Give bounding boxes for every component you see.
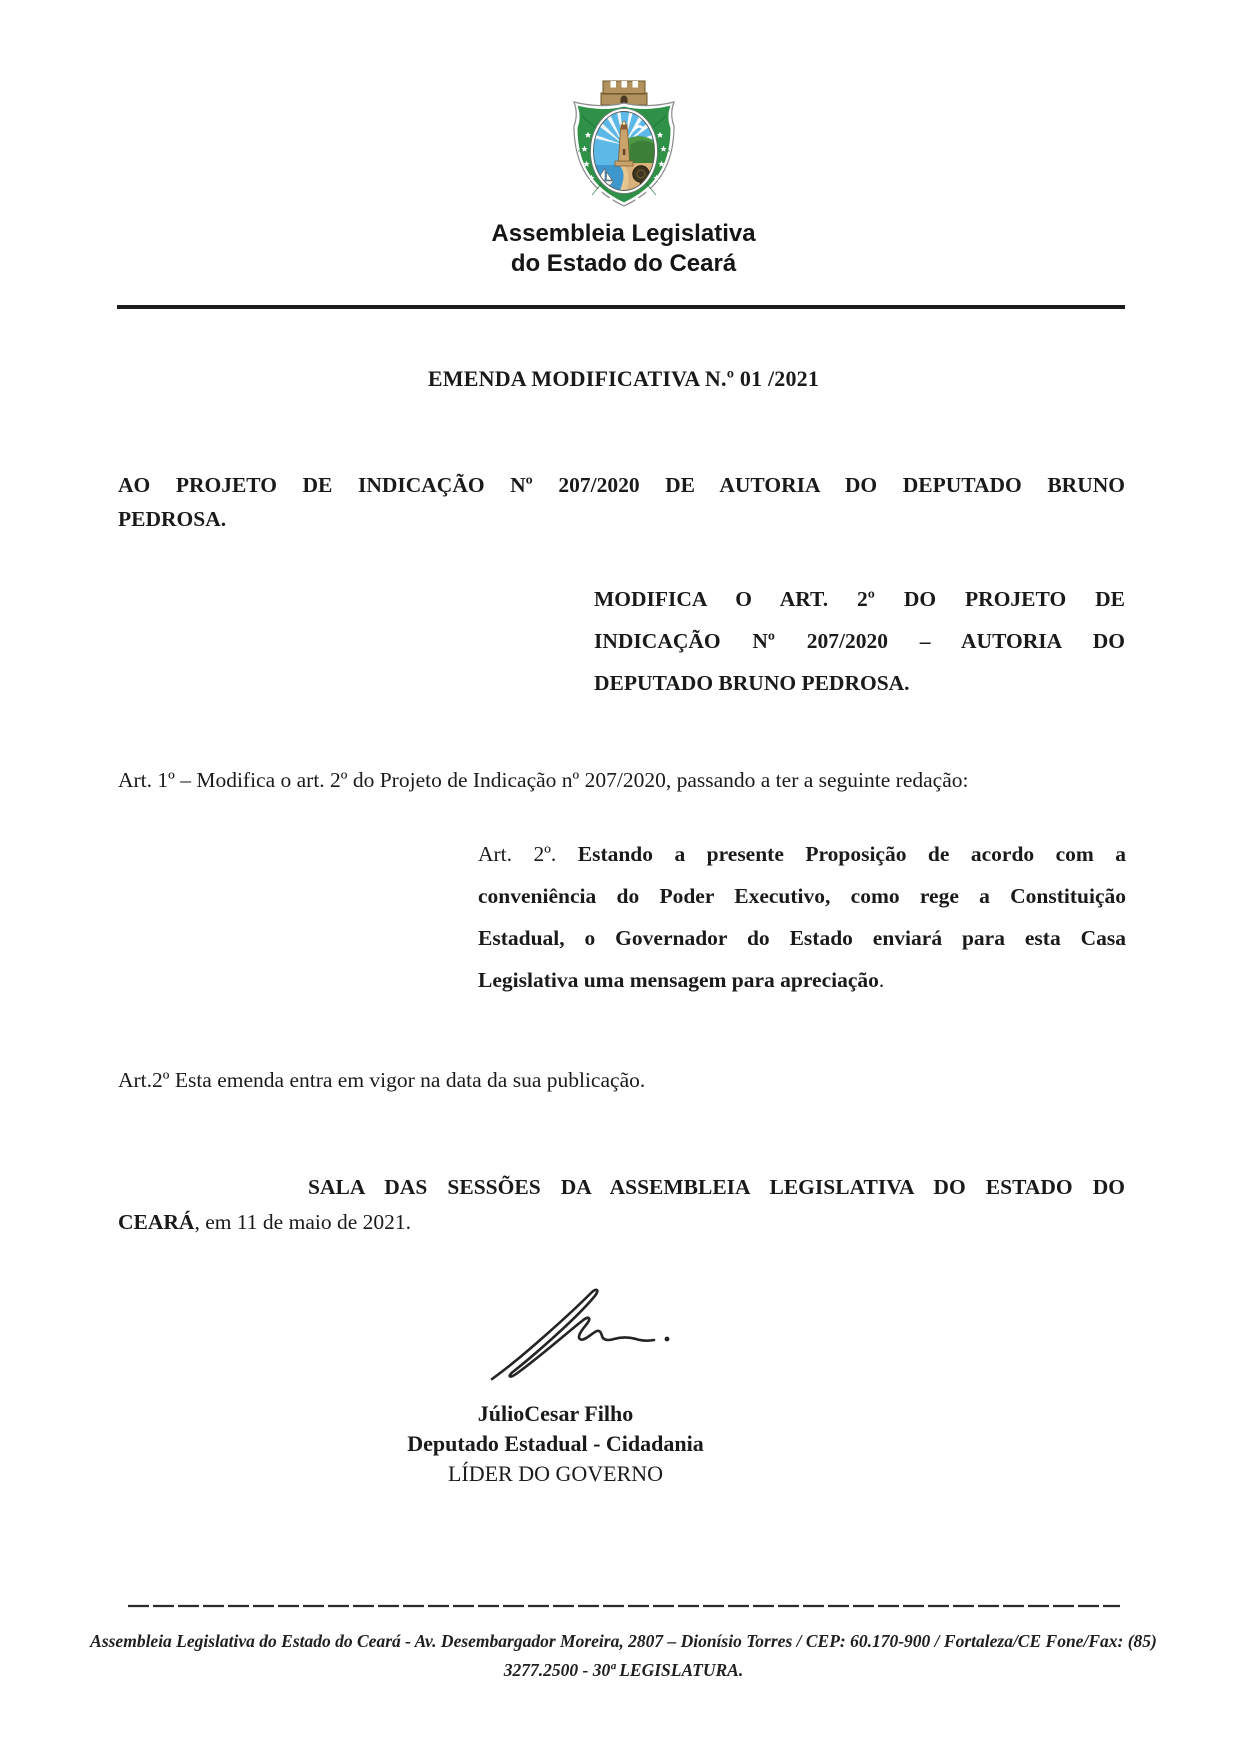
signer-name: JúlioCesar Filho	[477, 1401, 634, 1426]
ementa-line2: INDICAÇÃO Nº 207/2020 – AUTORIA DO	[594, 629, 1125, 653]
ementa-line3: DEPUTADO BRUNO PEDROSA.	[594, 671, 910, 695]
signature-scribble-icon	[478, 1280, 696, 1396]
header-divider	[117, 305, 1125, 309]
footer-address	[0, 1627, 1247, 1685]
ementa-paragraph	[594, 578, 1125, 704]
quote-line4: Legislativa uma mensagem para apreciação.	[478, 968, 885, 992]
org-name-line1: Assembleia Legislativa	[491, 220, 756, 247]
quote-line1	[478, 833, 1126, 875]
signer-role: Deputado Estadual - Cidadania	[407, 1431, 704, 1456]
quote-line2: conveniência do Poder Executivo, como rege a Constituição	[478, 884, 1126, 908]
closing-paragraph	[118, 1170, 1125, 1240]
closing-line2: CEARÁ, em 11 de maio de 2021.	[118, 1210, 411, 1234]
article-1-paragraph: Art. 1º – Modifica o art. 2º do Projeto de Indicação nº 207/2020, passando a ter a seguinte redação:	[118, 768, 969, 792]
closing-line1: SALA DAS SESSÕES DA ASSEMBLEIA LEGISLATIVA DO ESTADO DO	[308, 1175, 1125, 1199]
ementa-line1: MODIFICA O ART. 2º DO PROJETO DE	[594, 587, 1125, 611]
addressee-line1: AO PROJETO DE INDICAÇÃO Nº 207/2020 DE AUTORIA DO DEPUTADO BRUNO	[118, 473, 1125, 497]
footer-divider	[128, 1604, 1120, 1608]
addressee-paragraph	[118, 468, 1125, 536]
article-2-paragraph: Art.2º Esta emenda entra em vigor na data da sua publicação.	[118, 1068, 646, 1092]
footer-line2: 3277.2500 - 30ª LEGISLATURA.	[503, 1660, 744, 1680]
ceara-coat-of-arms-icon	[548, 78, 700, 210]
org-name	[0, 219, 1247, 279]
quote-line3: Estadual, o Governador do Estado enviará para esta Casa	[478, 926, 1126, 950]
castle-crown-icon	[601, 81, 647, 105]
org-name-line2: do Estado do Ceará	[510, 250, 737, 277]
quote-line1-bold: Estando a presente Proposição de acordo com a	[577, 842, 1126, 866]
quote-line1-lead: Art. 2º.	[478, 842, 578, 866]
signer-position: LÍDER DO GOVERNO	[447, 1461, 664, 1486]
quoted-article-paragraph	[478, 833, 1126, 1001]
addressee-line2: PEDROSA.	[118, 507, 227, 531]
footer-line1: Assembleia Legislativa do Estado do Ceará - Av. Desembargador Moreira, 2807 – Dionísio Torres / CEP: 60.170-900 / Fortaleza/CE Fone/Fax: (85)	[90, 1631, 1157, 1651]
signature-block	[0, 1399, 1179, 1489]
document-title: EMENDA MODIFICATIVA N.º 01 /2021	[427, 366, 820, 391]
